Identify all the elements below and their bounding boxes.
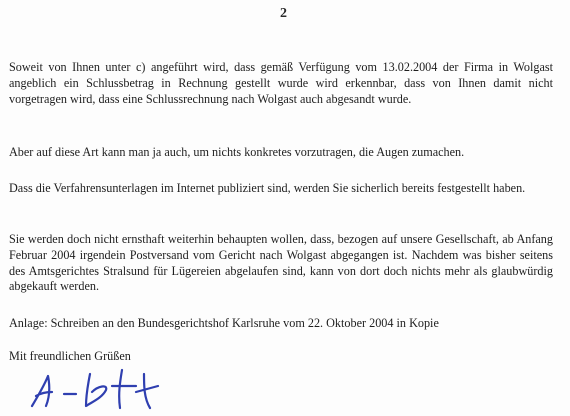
- paragraph-schlussrechnung: Soweit von Ihnen unter c) angeführt wird, dass gemäß Verfügung vom 13.02.2004 der Firma in Wolgast angeblich ein Schlussbetrag in Rechnung gestellt wurde wird erkennbar, dass von Ihnen damit nicht vorgetragen wird, dass eine Schlussrechnung nach Wolgast auch abgesandt wurde.: [9, 60, 553, 106]
- paragraph-internet: Dass die Verfahrensunterlagen im Internet publiziert sind, werden Sie sicherlich bereits festgestellt haben.: [9, 181, 526, 195]
- closing-greeting: Mit freundlichen Grüßen: [9, 349, 131, 363]
- signature-stroke-a: [32, 376, 52, 406]
- signature-stroke-f: [112, 370, 136, 408]
- paragraph-postversand: Sie werden doch nicht ernsthaft weiterhin behaupten wollen, dass, bezogen auf unsere Gesellschaft, ab Anfang Februar 2004 irgendein Postversand vom Gericht nach Wolgast abgegangen ist. Nachdem was bisher seitens des Amtsgerichtes Stralsund für Lügereien abgelaufen sind, kann von dort doch nichts mehr als glaubwürdig abgekauft werden.: [9, 232, 553, 294]
- signature-stroke-t: [136, 374, 158, 408]
- enclosure-line: Anlage: Schreiben an den Bundesgerichtshof Karlsruhe vom 22. Oktober 2004 in Kopie: [9, 316, 439, 330]
- handwritten-signature: [26, 366, 166, 414]
- paragraph-augen-zumachen: Aber auf diese Art kann man ja auch, um nichts konkretes vorzutragen, die Augen zumachen.: [9, 145, 465, 159]
- page-number: 2: [280, 6, 287, 21]
- signature-stroke-b: [86, 374, 106, 406]
